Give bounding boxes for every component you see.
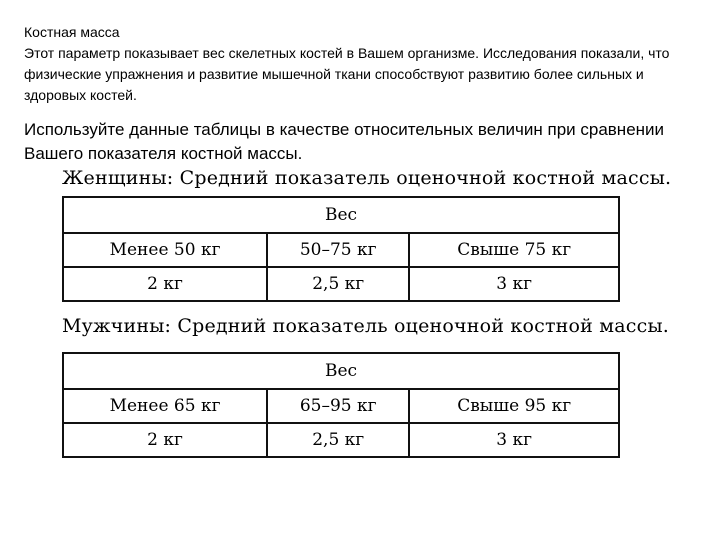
women-bone-mass-table (62, 196, 620, 302)
weight-header: Вес (63, 197, 619, 233)
weight-range-cell: Свыше 75 кг (409, 233, 619, 267)
bone-mass-cell: 3 кг (409, 423, 619, 457)
bone-mass-cell: 3 кг (409, 267, 619, 301)
instruction-text: Используйте данные таблицы в качестве относительных величин при сравнении Вашего показателя костной массы. (24, 120, 665, 163)
section-heading: Костная масса (24, 24, 120, 40)
weight-header: Вес (63, 353, 619, 389)
table-row (63, 353, 619, 389)
bone-mass-cell: 2,5 кг (267, 423, 409, 457)
bone-mass-cell: 2,5 кг (267, 267, 409, 301)
table-row (63, 233, 619, 267)
weight-range-cell: Менее 50 кг (63, 233, 267, 267)
weight-range-cell: 65–95 кг (267, 389, 409, 423)
intro-text: Этот параметр показывает вес скелетных костей в Вашем организме. Исследования показали, что физические упражнения и развитие мышечной ткани способствуют развитию более сильных и здоровых костей. (24, 45, 670, 103)
table-row (63, 267, 619, 301)
women-table-caption: Женщины: Средний показатель оценочной костной массы. (62, 167, 672, 189)
intro-block (24, 22, 700, 106)
bone-mass-cell: 2 кг (63, 267, 267, 301)
men-bone-mass-table (62, 352, 620, 458)
weight-range-cell: Менее 65 кг (63, 389, 267, 423)
table-row (63, 197, 619, 233)
bone-mass-cell: 2 кг (63, 423, 267, 457)
men-table-caption: Мужчины: Средний показатель оценочной костной массы. (62, 315, 670, 337)
weight-range-cell: Свыше 95 кг (409, 389, 619, 423)
table-row (63, 389, 619, 423)
table-row (63, 423, 619, 457)
weight-range-cell: 50–75 кг (267, 233, 409, 267)
